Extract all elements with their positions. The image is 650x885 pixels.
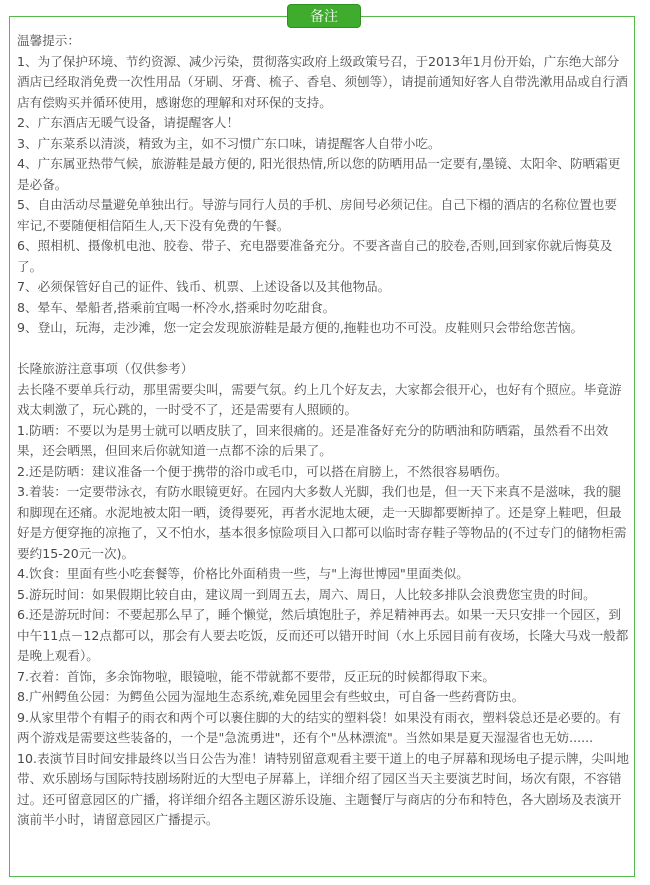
note-item: 4.饮食：里面有些小吃套餐等，价格比外面稍贵一些，与"上海世博园"里面类似。 [17,566,469,581]
tip-item: 9、登山，玩海，走沙滩，您一定会发现旅游鞋是最方便的,拖鞋也功不可没。皮鞋则只会带给您苦恼。 [17,320,584,335]
note-item: 9.从家里带个有帽子的雨衣和两个可以裹住脚的大的结实的塑料袋！如果没有雨衣，塑料袋总还是必要的。有两个游戏是需要这些装备的，一个是"急流勇进"，还有个"丛林漂流"。当然如果是夏天湿湿省也无妨...... [17,709,621,745]
notes-intro: 去长隆不要单兵行动，那里需要尖叫，需要气氛。约上几个好友去，大家都会很开心，也好有个照应。毕竟游戏太刺激了，玩心跳的，一时受不了，还是需要有人照顾的。 [17,381,622,417]
tip-item: 8、晕车、晕船者,搭乘前宜喝一杯冷水,搭乘时勿吃甜食。 [17,299,336,315]
tip-item: 2、广东酒店无暖气设备，请提醒客人！ [17,115,240,130]
remarks-tab[interactable]: 备注 [287,4,361,28]
note-item: 6.还是游玩时间：不要起那么早了，睡个懒觉，然后填饱肚子，养足精神再去。如果一天只安排一个园区，到中午11点－12点都可以，那会有人要去吃饭，反而还可以错开时间（水上乐园目前有夜场，长隆大马戏一般都是晚上观看）。 [17,607,629,663]
remarks-content [17,31,629,831]
tip-item: 4、广东属亚热带气候，旅游鞋是最方便的, 阳光很热情,所以您的防晒用品一定要有,墨镜、太阳伞、防晒霜更是必备。 [17,156,621,192]
remarks-panel [9,16,635,877]
note-item: 8.广州鳄鱼公园：为鳄鱼公园为湿地生态系统,难免园里会有些蚊虫，可自备一些药膏防虫。 [17,689,525,704]
notes-title: 长隆旅游注意事项（仅供参考） [17,361,194,376]
note-item: 1.防晒：不要以为是男士就可以晒皮肤了，回来很痛的。还是准备好充分的防晒油和防晒霜，虽然看不出效果，还会晒黑，但回来后你就知道一点都不涂的后果了。 [17,422,609,458]
note-item: 10.表演节目时间安排最终以当日公告为准！请特别留意观看主要干道上的电子屏幕和现场电子提示牌，尖叫地带、欢乐剧场与国际特技剧场附近的大型电子屏幕上，详细介绍了园区当天主要演艺时间，场次有限，不容错过。还可留意园区的广播，将详细介绍各主题区游乐设施、主题餐厅与商店的分布和特色，各大剧场及表演开演前半小时，请留意园区广播提示。 [17,750,629,827]
note-item: 5.游玩时间：如果假期比较自由，建议周一到周五去，周六、周日，人比较多排队会浪费您宝贵的时间。 [17,586,596,602]
tip-item: 5、自由活动尽量避免单独出行。导游与同行人员的手机、房间号必须记住。自己下榻的酒店的名称位置也要牢记,不要随便相信陌生人,天下没有免费的午餐。 [17,197,617,233]
tip-item: 6、照相机、摄像机电池、胶卷、带子、充电器要准备充分。不要吝啬自己的胶卷,否则,回到家你就后悔莫及了。 [17,238,613,274]
tip-item: 1、为了保护环境、节约资源、减少污染，贯彻落实政府上级政策号召，于2013年1月份开始，广东绝大部分酒店已经取消免费一次性用品（牙刷、牙膏、梳子、香皂、须刨等），请提前通知好客人自带洗漱用品或自行酒店有偿购买并循环使用，感谢您的理解和对环保的支持。 [17,53,628,110]
tip-item: 3、广东菜系以清淡，精致为主，如不习惯广东口味，请提醒客人自带小吃。 [17,135,441,151]
note-item: 3.着装：一定要带泳衣，有防水眼镜更好。在园内大多数人光脚，我们也是，但一天下来真不是滋味，我的腿和脚现在还痛。水泥地被太阳一晒，烫得要死，再者水泥地太硬，走一天脚都要断掉了。还是穿上鞋吧，但最好是方便穿拖的凉拖了，又不怕水，基本很多惊险项目入口都可以临时寄存鞋子等物品的(不过专门的储物柜需要约15-20元一次)。 [17,484,627,561]
note-item: 7.衣着：首饰，多余饰物啦，眼镜啦，能不带就都不要带，反正玩的时候都得取下来。 [17,668,495,684]
tips-title: 温馨提示： [17,33,80,48]
section-spacer [17,339,629,360]
tip-item: 7、必须保管好自己的证件、钱币、机票、上述设备以及其他物品。 [17,279,391,294]
note-item: 2.还是防晒：建议准备一个便于携带的浴巾或毛巾，可以搭在肩膀上，不然很容易晒伤。 [17,463,508,479]
